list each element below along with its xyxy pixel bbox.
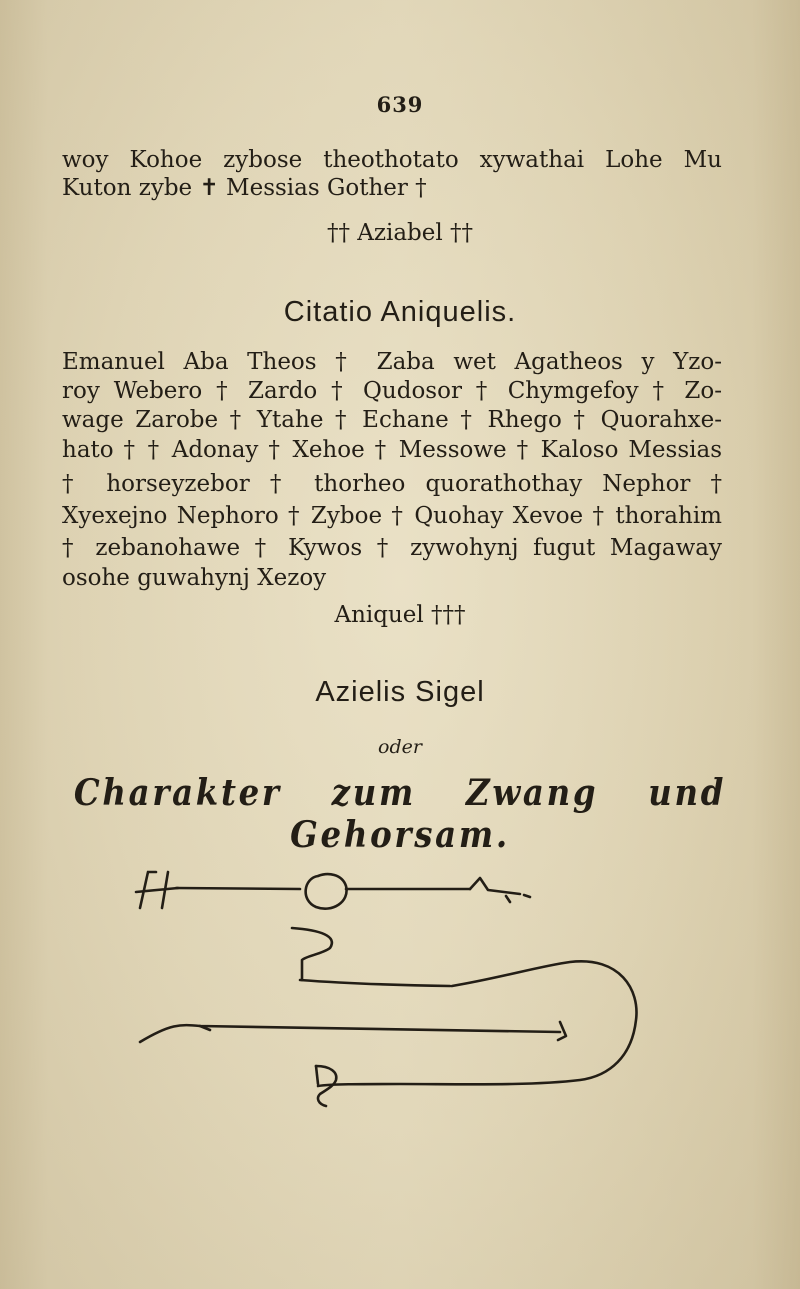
- seal-hook-symbol: [292, 928, 450, 986]
- oder-label: oder: [378, 736, 422, 758]
- text-line: Kuton zybe ✝ Messias Gother †: [62, 175, 427, 201]
- page-number: 639: [376, 92, 424, 117]
- text-line: osohe guwahynj Xezoy: [62, 565, 327, 591]
- text-line: wage Zarobe † Ytahe † Echane † Rhego † Quorahxe-: [62, 407, 722, 433]
- text-line: † zebanohawe † Kywos † zywohynj fugut Magaway: [62, 535, 722, 561]
- fraktur-title: Charakter zum Zwang und Gehorsam.: [73, 772, 727, 856]
- text-line: Emanuel Aba Theos † Zaba wet Agatheos y Yzo-: [62, 349, 722, 375]
- text-line: roy Webero † Zardo † Qudosor † Chymgefoy † Zo-: [62, 378, 722, 404]
- seal-main-curve: [140, 961, 636, 1086]
- sigel-heading: Azielis Sigel: [315, 676, 485, 708]
- text-line: hato † † Adonay † Xehoe † Messowe † Kaloso Messias: [62, 437, 722, 463]
- text-line: † horseyzebor † thorheo quorathothay Nephor †: [62, 471, 722, 497]
- aniquel-line: Aniquel †††: [334, 602, 466, 628]
- aziabel-line: †† Aziabel ††: [326, 220, 474, 246]
- citatio-heading: Citatio Aniquelis.: [283, 296, 517, 328]
- text-line: Xyexejno Nephoro † Zyboe † Quohay Xevoe † thorahim: [62, 503, 722, 529]
- seal-top-row: [136, 872, 530, 909]
- text-line: woy Kohoe zybose theothotato xywathai Lohe Mu: [62, 147, 722, 173]
